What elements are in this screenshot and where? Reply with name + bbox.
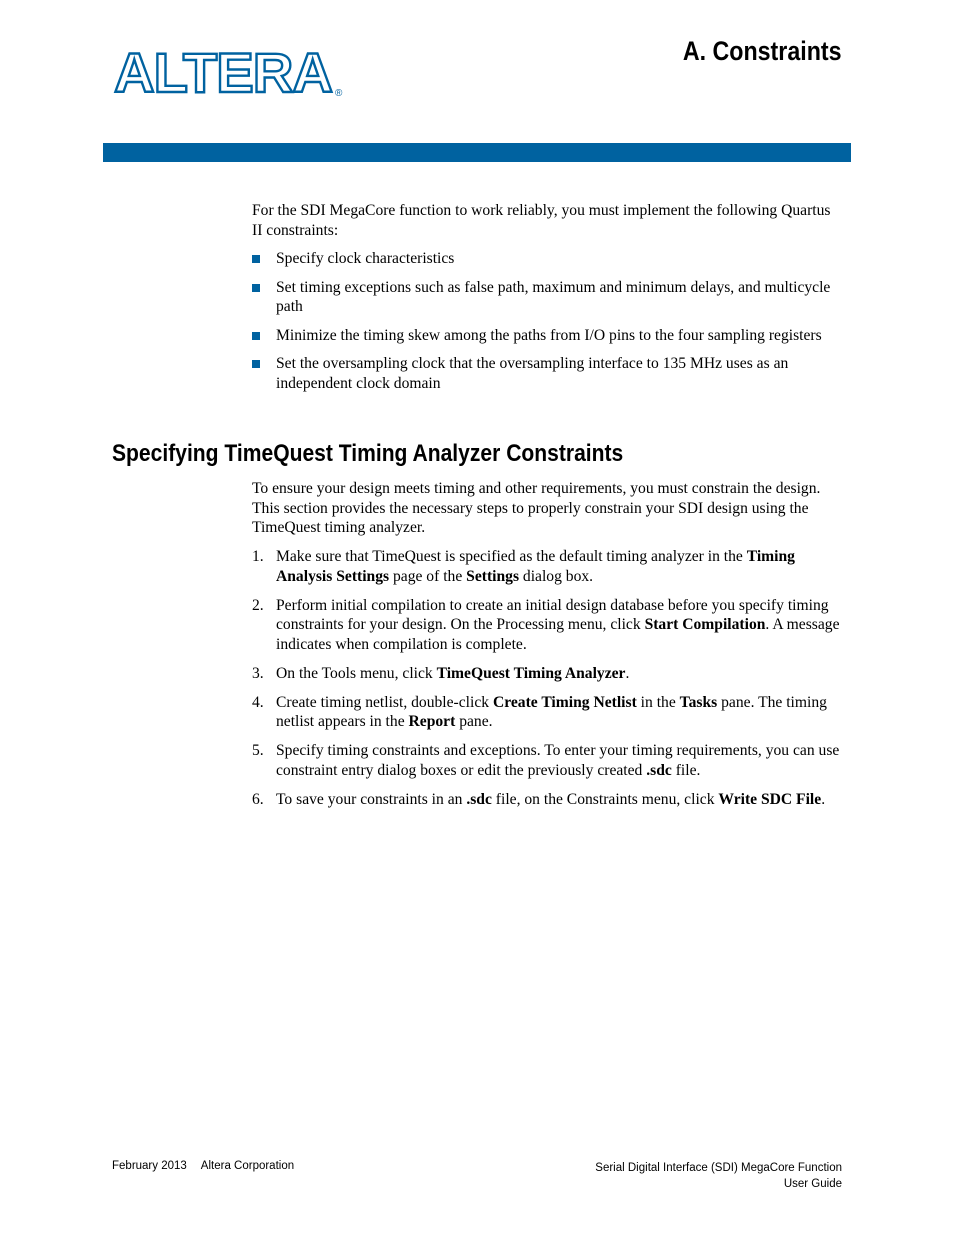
bullet-item bbox=[252, 278, 844, 317]
step-number: 5. bbox=[252, 742, 264, 759]
step-item bbox=[252, 596, 844, 655]
step-text: pane. The timing netlist appears in the bbox=[276, 693, 827, 730]
step-number: 3. bbox=[252, 664, 264, 682]
step-item bbox=[252, 664, 844, 684]
step-text: Specify timing constraints and exceptions. To enter your timing requirements, you can use constraint entry dialog boxes or edit the previously created bbox=[276, 742, 840, 779]
step-text: file. bbox=[671, 761, 701, 779]
altera-logo bbox=[112, 44, 352, 102]
square-bullet-icon bbox=[252, 284, 260, 292]
footer-company: Altera Corporation bbox=[200, 1160, 295, 1172]
step-text: in the bbox=[636, 693, 680, 711]
logo-wordmark: ALTERA bbox=[114, 44, 332, 102]
step-text: Perform initial compilation to create an initial design database before you specify timing constraints for your design. On the Processing menu, click bbox=[276, 596, 829, 633]
ui-term: Settings bbox=[466, 567, 520, 585]
bullet-item bbox=[252, 354, 844, 393]
step-item bbox=[252, 741, 844, 780]
step-text: file, on the Constraints menu, click bbox=[491, 790, 719, 808]
step-text: To save your constraints in an bbox=[276, 790, 467, 808]
bullet-text: Set timing exceptions such as false path, maximum and minimum delays, and multicycle path bbox=[276, 278, 831, 315]
ui-term: Report bbox=[408, 713, 456, 730]
footer-doc-subtitle: User Guide bbox=[783, 1178, 842, 1190]
intro-text: For the SDI MegaCore function to work reliably, you must implement the following Quartus II constraints: bbox=[252, 202, 831, 239]
step-number: 6. bbox=[252, 790, 264, 808]
step-number: 4. bbox=[252, 693, 264, 711]
step-text: On the Tools menu, click bbox=[276, 664, 437, 682]
step-item bbox=[252, 547, 844, 586]
step-text: . A message indicates when compilation is complete. bbox=[276, 616, 840, 653]
registered-mark: ® bbox=[335, 88, 343, 99]
intro-paragraph bbox=[252, 201, 844, 240]
ui-term: Create Timing Netlist bbox=[492, 693, 637, 711]
ui-term: Write SDC File bbox=[718, 790, 822, 808]
footer-right bbox=[595, 1160, 842, 1192]
step-text: Create timing netlist, double-click bbox=[276, 693, 493, 711]
section-intro-paragraph bbox=[252, 479, 844, 538]
ui-term: Tasks bbox=[679, 693, 718, 711]
step-number: 2. bbox=[252, 596, 264, 614]
step-text: page of the bbox=[389, 567, 467, 585]
steps-list bbox=[252, 547, 844, 819]
square-bullet-icon bbox=[252, 255, 260, 263]
square-bullet-icon bbox=[252, 332, 260, 340]
square-bullet-icon bbox=[252, 360, 260, 368]
step-text: pane. bbox=[455, 713, 493, 730]
step-item bbox=[252, 790, 844, 810]
step-item bbox=[252, 693, 844, 732]
step-text: Make sure that TimeQuest is specified as the default timing analyzer in the bbox=[276, 548, 747, 565]
ui-term: Start Compilation bbox=[644, 616, 766, 633]
step-number: 1. bbox=[252, 548, 264, 565]
footer-doc-title: Serial Digital Interface (SDI) MegaCore Function bbox=[595, 1162, 842, 1174]
step-text: . bbox=[821, 790, 826, 808]
ui-term: Timing Analysis Settings bbox=[276, 548, 795, 585]
bullet-text: Specify clock characteristics bbox=[276, 250, 455, 267]
bullet-text: Set the oversampling clock that the oversampling interface to 135 MHz uses as an independent clock domain bbox=[276, 355, 789, 392]
ui-term: TimeQuest Timing Analyzer bbox=[436, 664, 626, 682]
bullet-item bbox=[252, 249, 844, 269]
constraint-bullet-list bbox=[252, 249, 844, 402]
footer-left bbox=[112, 1160, 294, 1172]
step-text: dialog box. bbox=[519, 567, 594, 585]
ui-term: .sdc bbox=[646, 761, 672, 779]
section-heading: Specifying TimeQuest Timing Analyzer Constraints bbox=[112, 440, 624, 467]
bullet-item bbox=[252, 326, 844, 346]
footer-date: February 2013 bbox=[112, 1160, 187, 1172]
bullet-text: Minimize the timing skew among the paths from I/O pins to the four sampling registers bbox=[276, 326, 822, 344]
section-intro-text: To ensure your design meets timing and other requirements, you must constrain the design. This section provides the necessary steps to properly constrain your SDI design using the TimeQuest timing analyzer. bbox=[252, 480, 821, 536]
header-banner-bar bbox=[103, 143, 851, 162]
step-text: . bbox=[625, 664, 630, 682]
chapter-title: A. Constraints bbox=[683, 36, 842, 66]
ui-term: .sdc bbox=[466, 790, 492, 808]
